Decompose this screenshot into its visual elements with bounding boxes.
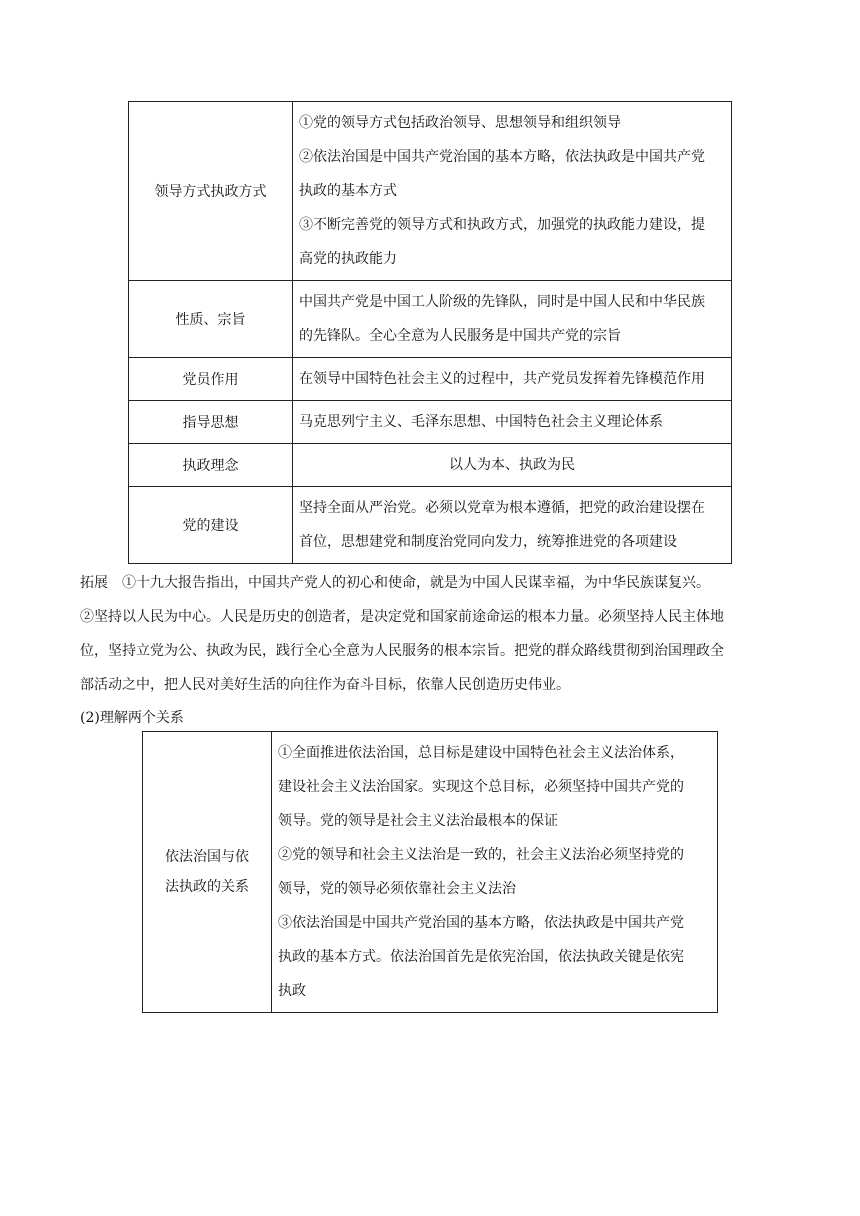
content-line: 首位，思想建党和制度治党同向发力，统筹推进党的各项建设 (299, 534, 677, 550)
label-line: 依法治国与依 (165, 849, 249, 865)
content-line: 执政 (278, 983, 306, 999)
knowledge-table (128, 101, 732, 564)
content-line: 的先锋队。全心全意为人民服务是中国共产党的宗旨 (299, 328, 621, 344)
row-label: 性质、宗旨 (129, 281, 293, 358)
extension-paragraph (80, 566, 784, 702)
content-line: 马克思列宁主义、毛泽东思想、中国特色社会主义理论体系 (299, 414, 663, 430)
content-line: 高党的执政能力 (299, 251, 397, 267)
row-label: 指导思想 (129, 401, 293, 444)
row-content (293, 358, 732, 401)
paragraph-line: ②坚持以人民为中心。人民是历史的创造者，是决定党和国家前途命运的根本力量。必须坚持人民主体地 (80, 609, 724, 625)
table-row (129, 487, 732, 564)
table-row (129, 281, 732, 358)
content-line: 建设社会主义法治国家。实现这个总目标，必须坚持中国共产党的 (278, 779, 684, 795)
row-label (143, 732, 272, 1013)
content-line: ③依法治国是中国共产党治国的基本方略，依法执政是中国共产党 (278, 915, 684, 931)
paragraph-line: 位，坚持立党为公、执政为民，践行全心全意为人民服务的根本宗旨。把党的群众路线贯彻到治国理政全 (80, 643, 724, 659)
content-line: 坚持全面从严治党。必须以党章为根本遵循，把党的政治建设摆在 (299, 500, 705, 516)
content-line: 中国共产党是中国工人阶级的先锋队，同时是中国人民和中华民族 (299, 294, 705, 310)
row-content (293, 487, 732, 564)
content-line: 在领导中国特色社会主义的过程中，共产党员发挥着先锋模范作用 (299, 371, 705, 387)
content-line: 以人为本、执政为民 (449, 457, 575, 473)
section-subheading: (2)理解两个关系 (80, 710, 184, 726)
content-line: 执政的基本方式。依法治国首先是依宪治国，依法执政关键是依宪 (278, 949, 684, 965)
paragraph-line: 拓展 ①十九大报告指出，中国共产党人的初心和使命，就是为中国人民谋幸福，为中华民族谋复兴。 (80, 575, 710, 591)
row-label: 党员作用 (129, 358, 293, 401)
row-content (293, 401, 732, 444)
label-line: 法执政的关系 (165, 879, 249, 895)
content-line: 执政的基本方式 (299, 183, 397, 199)
row-label: 执政理念 (129, 444, 293, 487)
table-row (129, 102, 732, 281)
row-content (293, 281, 732, 358)
table-row (143, 732, 718, 1013)
row-label: 领导方式执政方式 (129, 102, 293, 281)
content-line: 领导，党的领导必须依靠社会主义法治 (278, 881, 516, 897)
row-content (293, 102, 732, 281)
content-line: 领导。党的领导是社会主义法治最根本的保证 (278, 813, 558, 829)
content-line: ②党的领导和社会主义法治是一致的，社会主义法治必须坚持党的 (278, 847, 684, 863)
table-row (129, 444, 732, 487)
content-line: ③不断完善党的领导方式和执政方式，加强党的执政能力建设，提 (299, 217, 705, 233)
content-line: ②依法治国是中国共产党治国的基本方略，依法执政是中国共产党 (299, 149, 705, 165)
row-content (272, 732, 718, 1013)
table-row (129, 401, 732, 444)
paragraph-line: 部活动之中，把人民对美好生活的向往作为奋斗目标，依靠人民创造历史伟业。 (80, 677, 570, 693)
content-line: ①党的领导方式包括政治领导、思想领导和组织领导 (299, 115, 621, 131)
content-line: ①全面推进依法治国，总目标是建设中国特色社会主义法治体系， (278, 745, 684, 761)
table-row (129, 358, 732, 401)
relationship-table (142, 731, 718, 1013)
row-content (293, 444, 732, 487)
row-label: 党的建设 (129, 487, 293, 564)
